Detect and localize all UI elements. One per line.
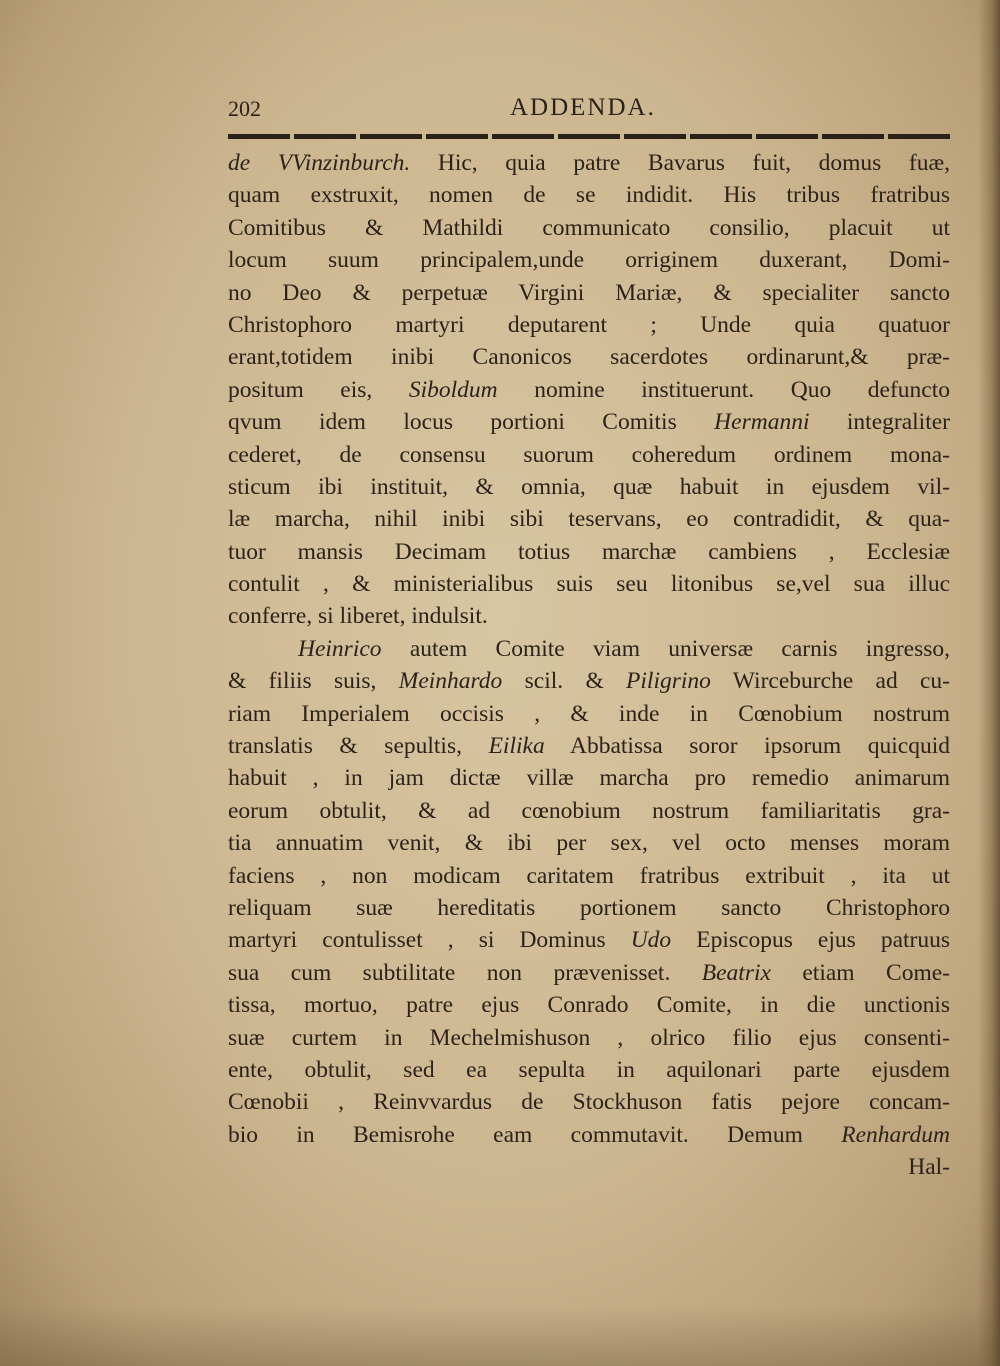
text-segment: Episcopus ejus patruus	[671, 927, 950, 954]
running-head: ADDENDA.	[510, 94, 656, 121]
text-segment: ente, obtulit, sed ea sepulta in aquilonari parte ejusdem	[228, 1056, 950, 1083]
text-segment: cederet, de consensu suorum coheredum ordinem mona-	[228, 441, 950, 468]
text-segment: erant,totidem inibi Canonicos sacerdotes ordinarunt,& præ-	[228, 344, 950, 371]
text-segment: tissa, mortuo, patre ejus Conrado Comite, in die unctionis	[228, 992, 950, 1019]
text-segment: Cœnobii , Reinvvardus de Stockhuson fatis pejore concam-	[228, 1089, 950, 1116]
italic-name: Renhardum	[841, 1121, 950, 1148]
text-segment: locum suum principalem,unde orriginem duxerant, Domi-	[228, 247, 950, 274]
text-line	[228, 179, 950, 211]
page-number: 202	[228, 96, 261, 121]
text-segment: positum eis,	[228, 376, 409, 403]
text-line	[228, 277, 950, 309]
text-segment: Christophoro martyri deputarent ; Unde quia quatuor	[228, 311, 950, 338]
text-segment: autem Comite viam universæ carnis ingresso,	[381, 635, 950, 662]
text-line	[228, 244, 950, 276]
text-segment: tuor mansis Decimam totius marchæ cambiens , Ecclesiæ	[228, 538, 950, 565]
text-segment: & filiis suis,	[228, 668, 399, 695]
italic-name: de VVinzinburch.	[228, 150, 411, 176]
text-line	[228, 471, 950, 503]
text-segment: Hic, quia patre Bavarus fuit, domus fuæ,	[410, 150, 950, 176]
text-segment: nomine instituerunt. Quo defuncto	[497, 376, 950, 403]
text-segment: habuit , in jam dictæ villæ marcha pro remedio animarum	[228, 765, 950, 792]
text-segment: sticum ibi instituit, & omnia, quæ habuit in ejusdem vil-	[228, 473, 950, 500]
text-line	[228, 374, 950, 406]
text-segment: bio in Bemisrohe eam commutavit. Demum	[228, 1121, 842, 1148]
italic-name: Eilika	[488, 733, 545, 760]
text-segment: quam exstruxit, nomen de se indidit. His tribus fratribus	[228, 182, 950, 209]
text-segment: eorum obtulit, & ad cœnobium nostrum familiaritatis gra-	[228, 797, 950, 824]
text-segment: Hal-	[908, 1154, 950, 1181]
page-header	[228, 92, 948, 132]
page-bottom-shadow	[0, 1306, 1000, 1366]
text-line	[228, 665, 950, 697]
text-segment: læ marcha, nihil inibi sibi teservans, eo contradidit, & qua-	[228, 506, 950, 533]
text-line	[228, 341, 950, 373]
text-segment: Abbatissa soror ipsorum quicquid	[544, 733, 950, 760]
text-segment: no Deo & perpetuæ Virgini Mariæ, & specialiter sancto	[228, 279, 950, 306]
text-line	[228, 503, 950, 535]
text-line	[228, 892, 950, 924]
text-line	[228, 989, 950, 1021]
text-line	[228, 1086, 950, 1118]
text-segment: tia annuatim venit, & ibi per sex, vel octo menses moram	[228, 830, 950, 857]
text-line	[228, 212, 950, 244]
text-segment: sua cum subtilitate non prævenisset.	[228, 959, 702, 986]
body-text	[228, 147, 950, 1184]
text-line	[228, 698, 950, 730]
text-line	[228, 536, 950, 568]
text-line	[228, 1054, 950, 1086]
text-line	[228, 1022, 950, 1054]
text-segment: translatis & sepultis,	[228, 733, 489, 760]
page-edge-shadow	[978, 0, 1000, 1366]
text-line	[228, 730, 950, 762]
text-segment: Comitibus & Mathildi communicato consilio, placuit ut	[228, 214, 950, 241]
text-line	[228, 762, 950, 794]
text-segment: riam Imperialem occisis , & inde in Cœnobium nostrum	[228, 700, 950, 727]
text-line	[228, 600, 950, 632]
text-line	[228, 406, 950, 438]
text-line	[228, 795, 950, 827]
text-segment: reliquam suæ hereditatis portionem sancto Christophoro	[228, 894, 950, 921]
text-segment: contulit , & ministerialibus suis seu litonibus se,vel sua illuc	[228, 571, 950, 598]
text-segment: martyri contulisset , si Dominus	[228, 927, 631, 954]
text-segment: scil. &	[502, 668, 627, 695]
italic-name: Beatrix	[701, 959, 771, 986]
italic-name: Hermanni	[714, 409, 810, 436]
text-line	[228, 439, 950, 471]
text-line	[228, 633, 950, 665]
italic-name: Siboldum	[408, 376, 498, 403]
text-segment: qvum idem locus portioni Comitis	[228, 409, 715, 436]
text-line	[228, 827, 950, 859]
header-rule	[228, 134, 950, 139]
text-segment: Wirceburche ad cu-	[710, 668, 951, 695]
italic-name: Piligrino	[626, 668, 711, 695]
italic-name: Meinhardo	[398, 668, 503, 695]
text-line	[228, 1119, 950, 1151]
text-line	[228, 957, 950, 989]
catchword	[228, 1151, 950, 1183]
text-line	[228, 147, 950, 179]
text-line	[228, 568, 950, 600]
text-line	[228, 860, 950, 892]
text-line	[228, 309, 950, 341]
text-segment: faciens , non modicam caritatem fratribus extribuit , ita ut	[228, 862, 950, 889]
text-segment: suæ curtem in Mechelmishuson , olrico filio ejus consenti-	[228, 1024, 950, 1051]
italic-name: Udo	[630, 927, 672, 954]
text-segment: conferre, si liberet, indulsit.	[228, 603, 488, 630]
italic-name: Heinrico	[298, 635, 382, 662]
text-line	[228, 924, 950, 956]
text-segment: integraliter	[809, 409, 950, 436]
text-segment: etiam Come-	[770, 959, 950, 986]
